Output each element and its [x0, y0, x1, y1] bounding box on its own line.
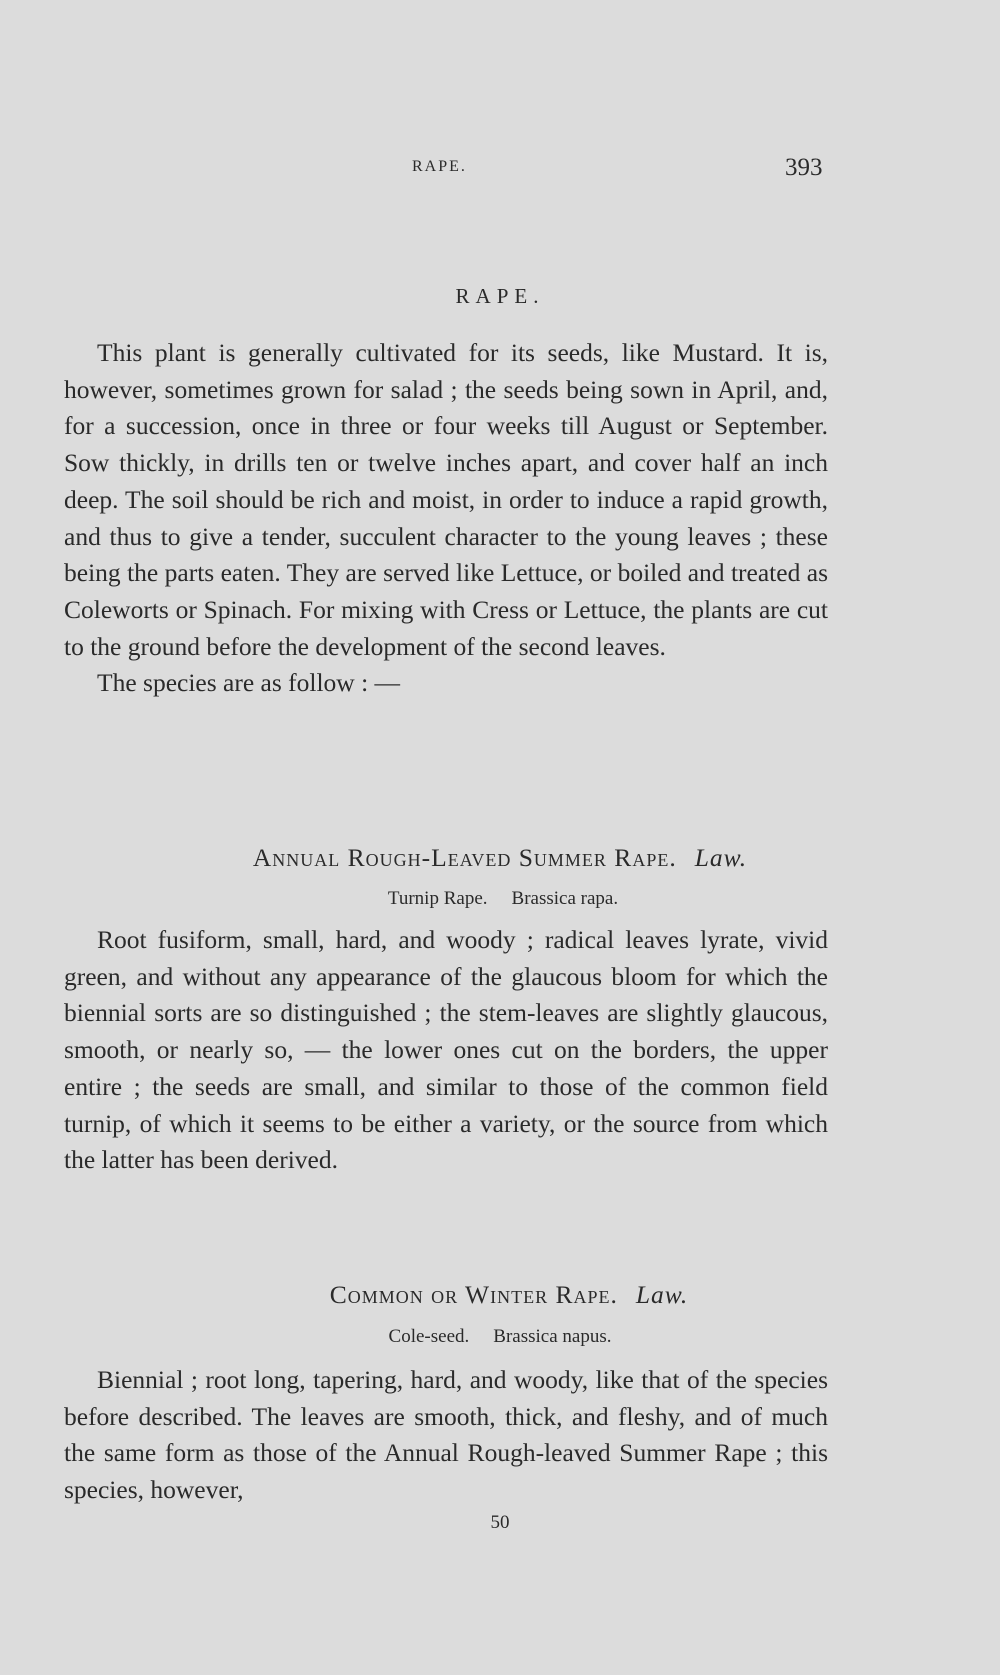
species-synonyms-winter-rape: [0, 1326, 1000, 1348]
page-number: 393: [785, 154, 823, 181]
species-lead-in: The species are as follow : —: [97, 668, 401, 698]
synonym-latin: Brassica napus.: [493, 1326, 612, 1347]
species-heading-annual-rape: [0, 843, 1000, 873]
species-name: Annual Rough-Leaved Summer Rape.: [252, 843, 677, 872]
species-authority: Law.: [635, 1280, 689, 1309]
chapter-title: RAPE.: [455, 284, 545, 308]
running-title: RAPE.: [412, 158, 467, 175]
species-name: Common or Winter Rape.: [329, 1280, 618, 1309]
signature-mark: 50: [490, 1512, 510, 1533]
intro-section: [64, 335, 828, 702]
species-synonyms-annual-rape: [0, 888, 1000, 910]
species-heading-winter-rape: [0, 1280, 1000, 1310]
species-authority: Law.: [694, 843, 748, 872]
description-paragraph: Biennial ; root long, tapering, hard, and woody, like that of the species before described. The leaves are smooth, thick, and fleshy, and of much the same form as those of the Annual Rough-leaved Summer Rape ; this species, however,: [64, 1365, 828, 1505]
description-paragraph: Root fusiform, small, hard, and woody ; radical leaves lyrate, vivid green, and without any appearance of the glaucous bloom for which the biennial sorts are so distinguished ; the stem-leaves are slightly glaucous, smooth, or nearly so, — the lower ones cut on the borders, the upper entire ; the seeds are small, and similar to those of the common field turnip, of which it seems to be either a variety, or the source from which the latter has been derived.: [64, 925, 828, 1175]
species-description-annual-rape: [64, 922, 828, 1179]
synonym-common: Cole-seed.: [388, 1326, 470, 1347]
intro-paragraph: This plant is generally cultivated for its seeds, like Mustard. It is, however, sometimes grown for salad ; the seeds being sown in April, and, for a succession, once in three or four weeks till August or September. Sow thickly, in drills ten or twelve inches apart, and cover half an inch deep. The soil should be rich and moist, in order to induce a rapid growth, and thus to give a tender, succulent character to the young leaves ; these being the parts eaten. They are served like Lettuce, or boiled and treated as Coleworts or Spinach. For mixing with Cress or Lettuce, the plants are cut to the ground before the development of the second leaves.: [64, 338, 828, 661]
synonym-latin: Brassica rapa.: [511, 888, 619, 909]
running-head: [0, 154, 1000, 184]
synonym-common: Turnip Rape.: [387, 888, 488, 909]
species-description-winter-rape: [64, 1362, 828, 1509]
